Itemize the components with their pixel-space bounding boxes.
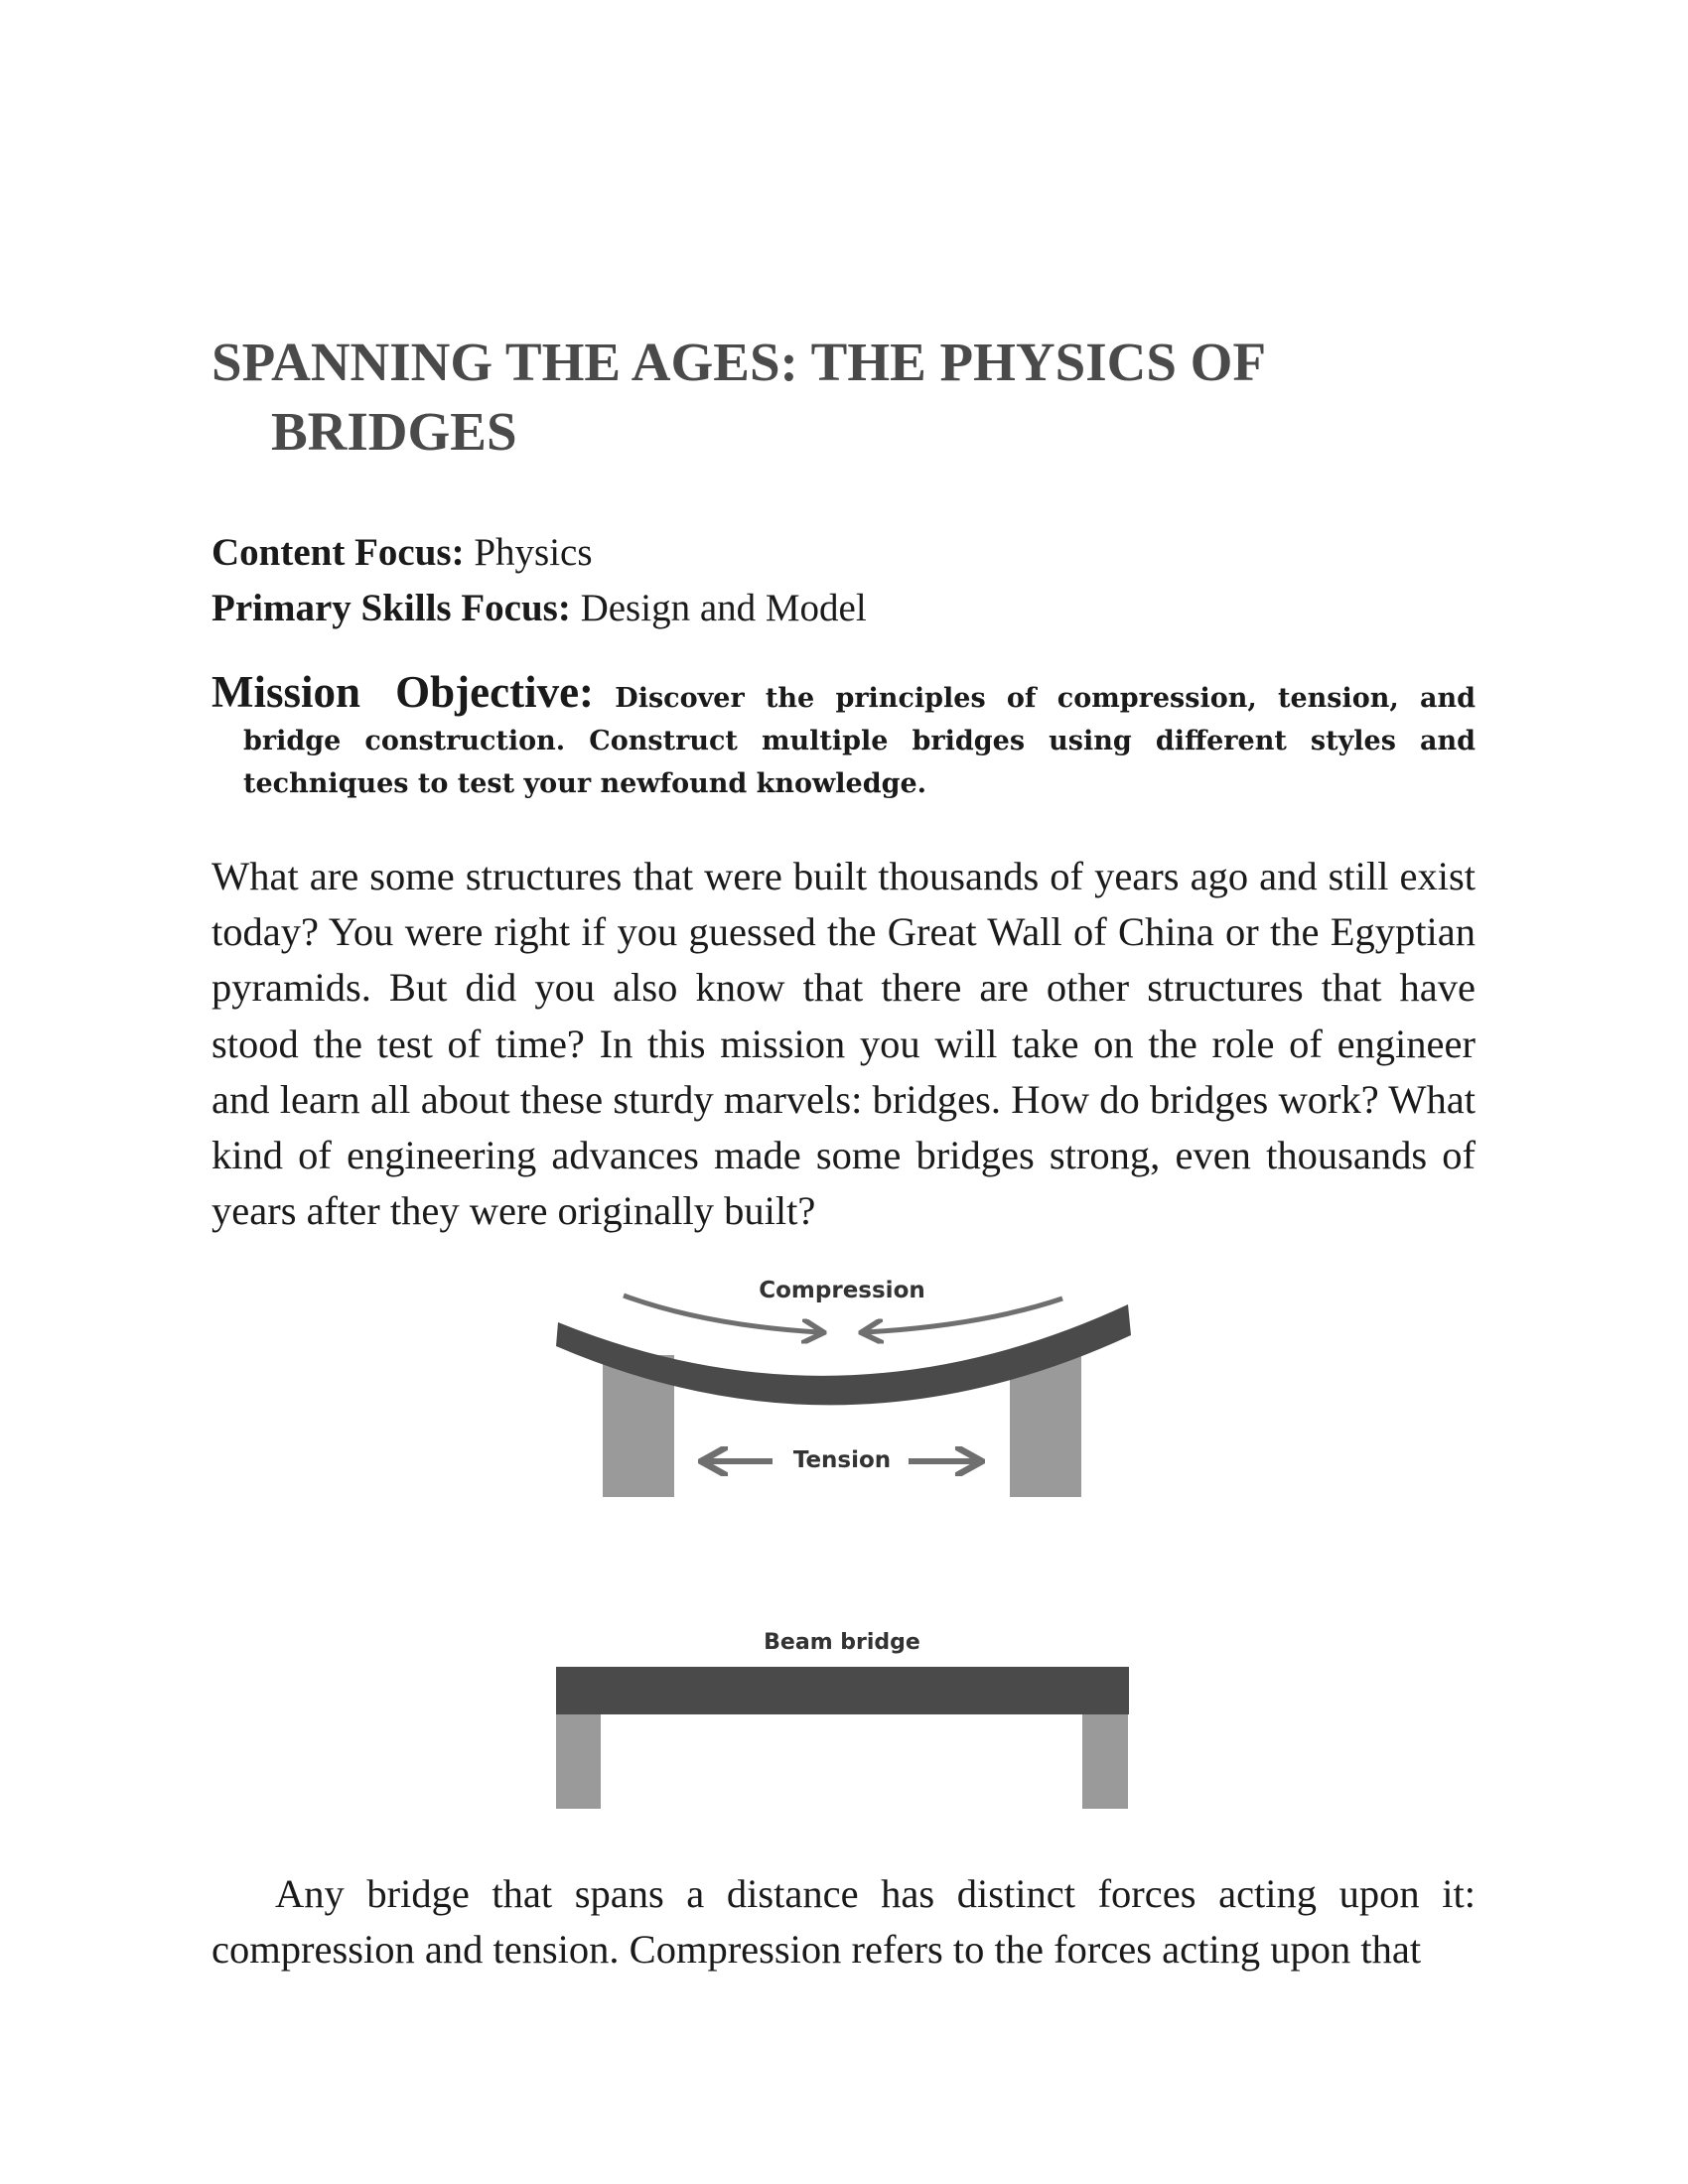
- forces-paragraph: Any bridge that spans a distance has distinct forces acting upon it: compression and tension. Compression refers to the forces acting upon that: [211, 1871, 1476, 1973]
- skills-focus-label: Primary Skills Focus:: [211, 587, 571, 629]
- mission-objective-label: Mission Objective:: [211, 667, 595, 717]
- content-focus-label: Content Focus:: [211, 531, 465, 574]
- beam-bridge-right-pier: [1082, 1714, 1128, 1809]
- skills-focus-value: Design and Model: [570, 587, 867, 629]
- mission-objective-text: Discover the principles of compression, tension, and bridge construction. Construct multiple bridges using different styles and techniques to test your newfound knowledge.: [243, 683, 1477, 799]
- content-focus-value: Physics: [464, 531, 593, 574]
- beam-bridge-left-pier: [556, 1714, 601, 1809]
- title-line-2: BRIDGES: [271, 401, 517, 462]
- title-line-1: SPANNING THE AGES: THE PHYSICS OF: [211, 332, 1267, 392]
- compression-label: Compression: [759, 1278, 925, 1303]
- intro-paragraph: What are some structures that were built thousands of years ago and still exist today? You were right if you guessed the Great Wall of China or the Egyptian pyramids. But did you also know that there are other structures that have stood the test of time? In this mission you will take on the role of engineer and learn all about these sturdy marvels: bridges. How do bridges work? What kind of engineering advances made some bridges strong, even thousands of years after they were originally built?: [211, 854, 1476, 1234]
- beam-bridge-label: Beam bridge: [764, 1630, 920, 1655]
- compression-arrow-right: [866, 1298, 1062, 1332]
- beam-bridge-deck: [556, 1667, 1129, 1714]
- tension-label: Tension: [792, 1447, 892, 1473]
